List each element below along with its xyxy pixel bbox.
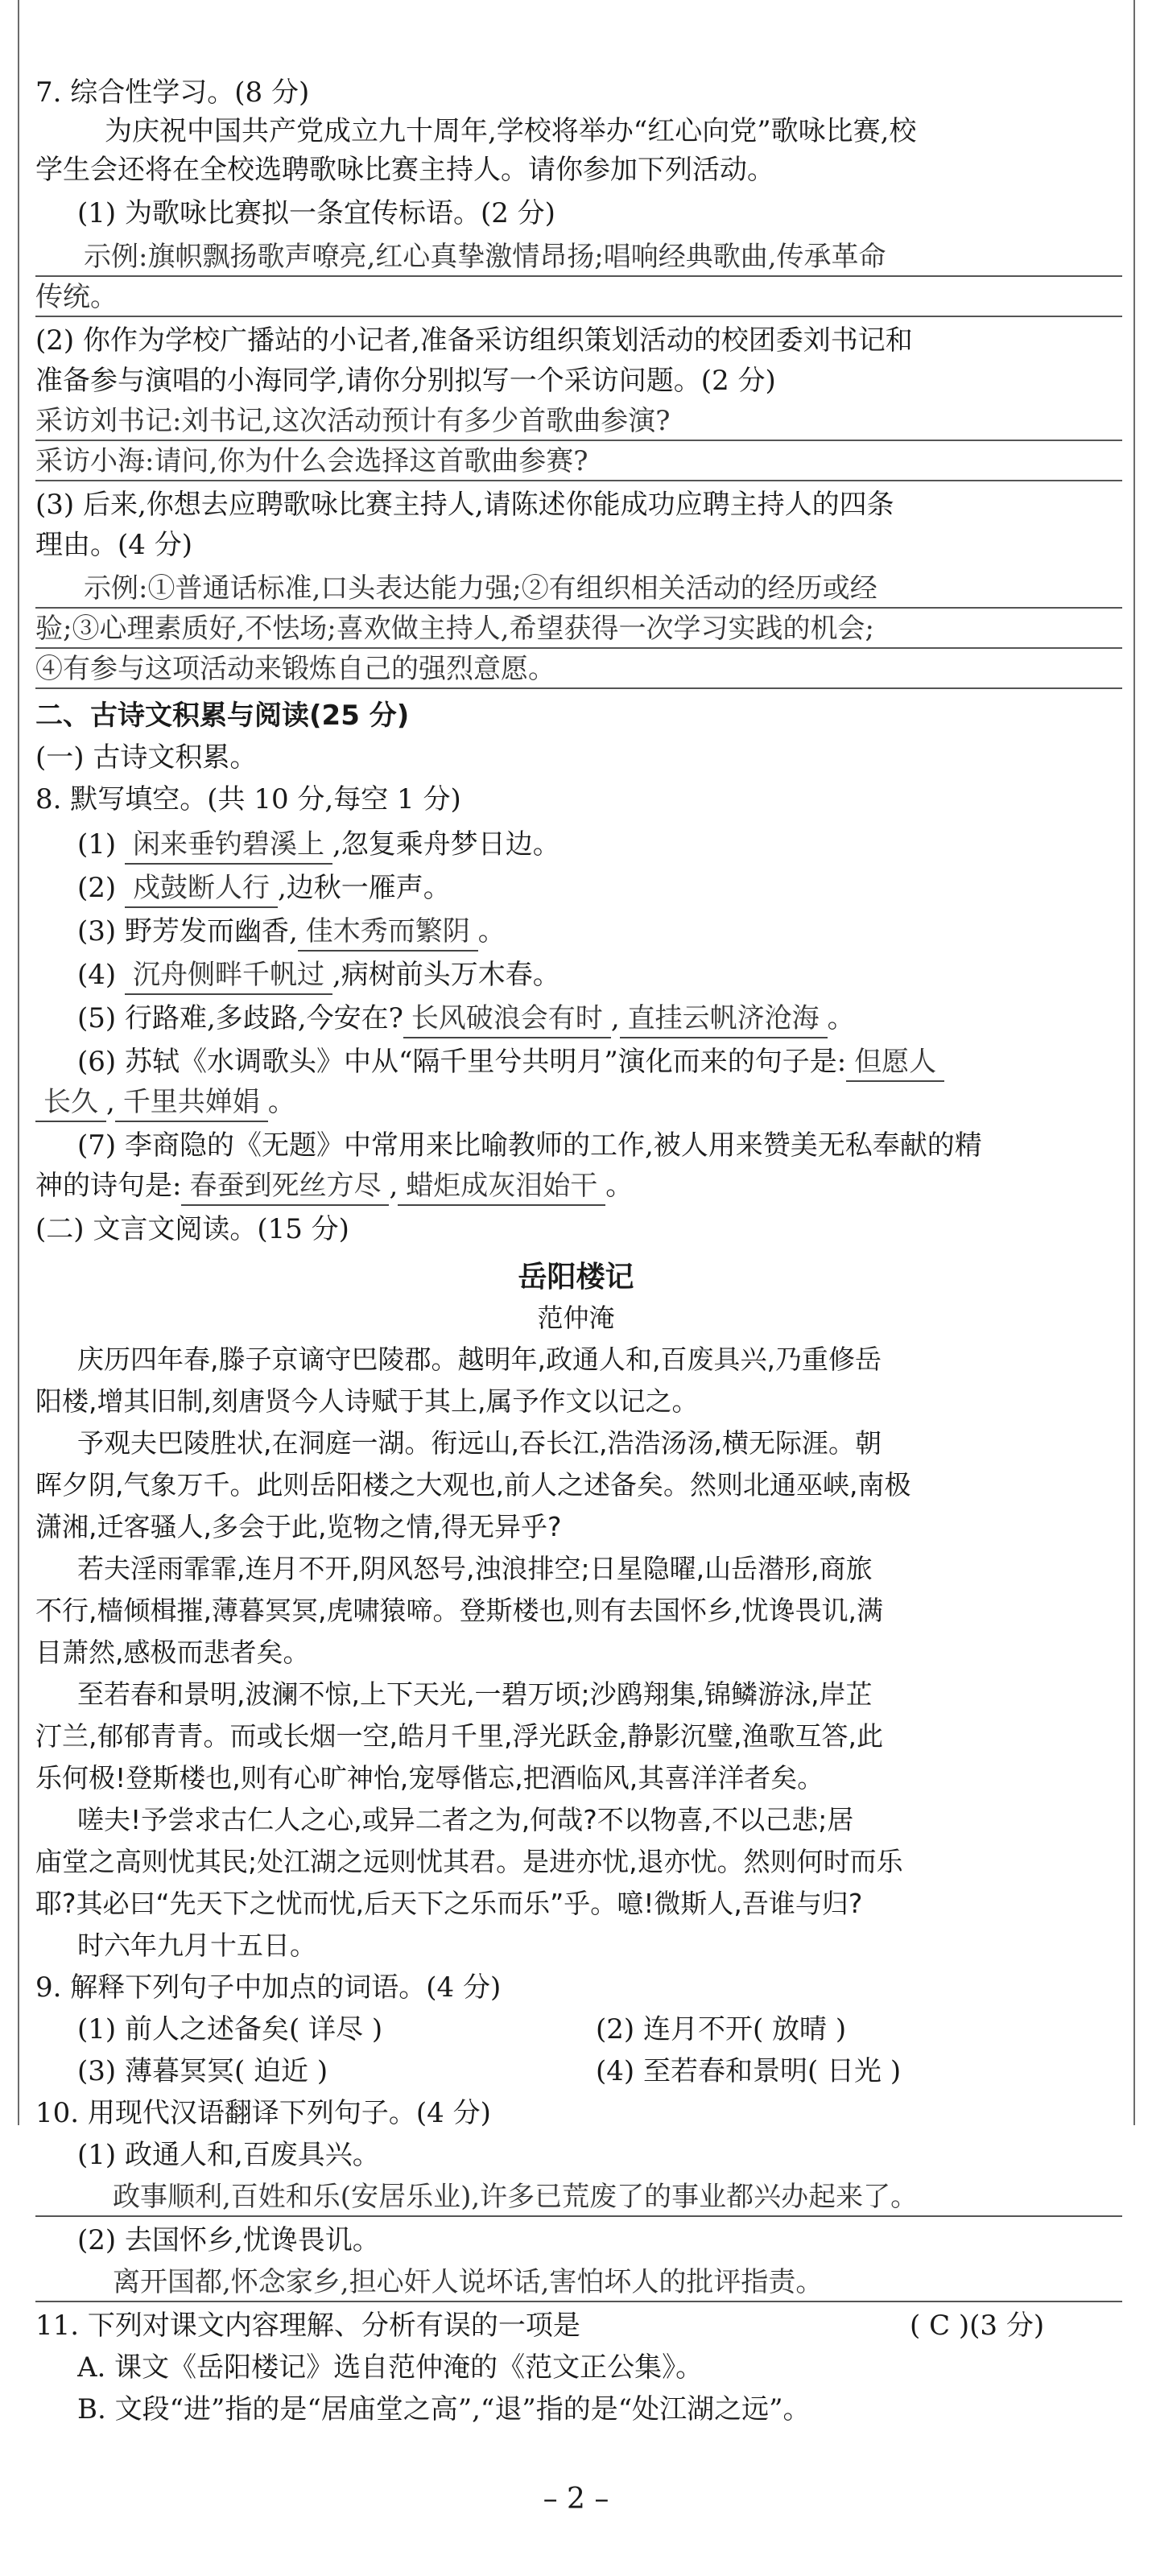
- q10-answer2: 离开国都,怀念家乡,担心奸人说坏话,害怕坏人的批评指责。: [35, 2264, 1122, 2302]
- q7-part2-prompt-line2: 准备参与演唱的小海同学,请你分别拟写一个采访问题。(2 分): [35, 365, 776, 397]
- q8-fill2-answer[interactable]: 戍鼓断人行: [125, 869, 278, 908]
- passage-line: 予观夫巴陵胜状,在洞庭一湖。衔远山,吞长江,浩浩汤汤,横无际涯。朝: [77, 1427, 882, 1459]
- passage-line: 时六年九月十五日。: [77, 1930, 316, 1961]
- q8-fill7-answer1[interactable]: 春蚕到死丝方尽: [181, 1167, 389, 1206]
- q7-part2-prompt-line1: (2) 你作为学校广播站的小记者,准备采访组织策划活动的校团委刘书记和: [35, 324, 913, 357]
- q8-fill1-answer[interactable]: 闲来垂钓碧溪上: [125, 826, 332, 865]
- q8-fill3: (3) 野芳发而幽香, 佳木秀而繁阴 。: [77, 913, 1122, 952]
- passage-line: 不行,樯倾楫摧,薄暮冥冥,虎啸猿啼。登斯楼也,则有去国怀乡,忧谗畏讥,满: [35, 1595, 883, 1626]
- q8-fill7-line1: (7) 李商隐的《无题》中常用来比喻教师的工作,被人用来赞美无私奉献的精: [77, 1129, 982, 1162]
- q9-item4: (4) 至若春和景明( 日光 ): [596, 2055, 902, 2087]
- passage-line: 耶?其必曰“先天下之忧而忧,后天下之乐而乐”乎。噫!微斯人,吾谁与归?: [35, 1888, 863, 1919]
- q7-part1-prompt: (1) 为歌咏比赛拟一条宜传标语。(2 分): [77, 197, 555, 229]
- page-number: – 2 –: [543, 2483, 609, 2516]
- q7-part3-answer-line2: 验;③心理素质好,不怯场;喜欢做主持人,希望获得一次学习实践的机会;: [35, 610, 1122, 649]
- q7-part3-prompt-line1: (3) 后来,你想去应聘歌咏比赛主持人,请陈述你能成功应聘主持人的四条: [35, 489, 894, 521]
- q9-item3: (3) 薄暮冥冥( 迫近 ): [77, 2055, 328, 2087]
- passage-title: 岳阳楼记: [518, 1261, 634, 1294]
- section2-sub2: (二) 文言文阅读。(15 分): [35, 1213, 349, 1245]
- q7-part2-answer-line2: 采访小海:请问,你为什么会选择这首歌曲参赛?: [35, 443, 1122, 481]
- passage-line: 潇湘,迁客骚人,多会于此,览物之情,得无异乎?: [35, 1511, 562, 1542]
- q7-part3-answer-line1: 示例:①普通话标准,口头表达能力强;②有组织相关活动的经历或经: [35, 570, 1122, 609]
- q7-part1-answer-line1: 示例:旗帜飘扬歌声嘹亮,红心真挚激情昂扬;唱响经典歌曲,传承革命: [35, 238, 1122, 277]
- q7-part3-prompt-line2: 理由。(4 分): [35, 529, 192, 561]
- q8-fill5: (5) 行路难,多歧路,今安在? 长风破浪会有时 , 直挂云帆济沧海 。: [77, 1000, 1122, 1038]
- q9-item2: (2) 连月不开( 放晴 ): [596, 2013, 847, 2046]
- section2-sub1: (一) 古诗文积累。: [35, 741, 258, 774]
- q8-fill7-answer2[interactable]: 蜡炬成灰泪始干: [398, 1167, 605, 1206]
- q11-answer: ( C )(3 分): [910, 2310, 1045, 2342]
- q8-fill3-answer[interactable]: 佳木秀而繁阴: [298, 913, 478, 952]
- q8-fill6-answer1[interactable]: 但愿人: [846, 1043, 944, 1082]
- q7-intro-line1: 为庆祝中国共产党成立九十周年,学校将举办“红心向党”歌咏比赛,校: [105, 115, 917, 147]
- passage-line: 目萧然,感极而悲者矣。: [35, 1637, 310, 1668]
- q8-fill4: (4) 沉舟侧畔千帆过 ,病树前头万木春。: [77, 956, 1122, 995]
- left-margin-rule: [18, 0, 19, 2125]
- q10-sentence2: (2) 去国怀乡,忧谗畏讥。: [77, 2224, 380, 2256]
- passage-line: 汀兰,郁郁青青。而或长烟一空,皓月千里,浮光跃金,静影沉璧,渔歌互答,此: [35, 1720, 883, 1752]
- q8-fill6-line1: (6) 苏轼《水调歌头》中从“隔千里兮共明月”演化而来的句子是: 但愿人: [77, 1043, 1122, 1082]
- q9-title: 9. 解释下列句子中加点的词语。(4 分): [35, 1971, 502, 2004]
- q8-title: 8. 默写填空。(共 10 分,每空 1 分): [35, 783, 461, 815]
- passage-line: 嗟夫!予尝求古仁人之心,或异二者之为,何哉?不以物喜,不以己悲;居: [77, 1804, 854, 1835]
- q8-fill4-answer[interactable]: 沉舟侧畔千帆过: [125, 956, 332, 995]
- q7-part1-answer-line2: 传统。: [35, 279, 1122, 317]
- passage-line: 庆历四年春,滕子京谪守巴陵郡。越明年,政通人和,百废具兴,乃重修岳: [77, 1344, 882, 1375]
- passage-line: 晖夕阴,气象万千。此则岳阳楼之大观也,前人之述备矣。然则北通巫峡,南极: [35, 1469, 911, 1501]
- q11-option-b: B. 文段“进”指的是“居庙堂之高”,“退”指的是“处江湖之远”。: [77, 2393, 811, 2425]
- q8-fill5-answer2[interactable]: 直挂云帆济沧海: [620, 1000, 828, 1038]
- q8-fill5-answer1[interactable]: 长风破浪会有时: [403, 1000, 611, 1038]
- q7-title: 7. 综合性学习。(8 分): [35, 76, 310, 109]
- passage-line: 庙堂之高则忧其民;处江湖之远则忧其君。是进亦忧,退亦忧。然则何时而乐: [35, 1846, 903, 1877]
- q9-item1: (1) 前人之述备矣( 详尽 ): [77, 2013, 383, 2046]
- passage-line: 乐何极!登斯楼也,则有心旷神怡,宠辱偕忘,把酒临风,其喜洋洋者矣。: [35, 1762, 824, 1794]
- q8-fill1: (1) 闲来垂钓碧溪上 ,忽复乘舟梦日边。: [77, 826, 1122, 865]
- q7-part2-answer-line1: 采访刘书记:刘书记,这次活动预计有多少首歌曲参演?: [35, 402, 1122, 441]
- q10-title: 10. 用现代汉语翻译下列句子。(4 分): [35, 2097, 491, 2129]
- q8-fill6-answer3[interactable]: 千里共婵娟: [115, 1084, 268, 1122]
- passage-author: 范仲淹: [537, 1302, 615, 1333]
- passage-line: 阳楼,增其旧制,刻唐贤今人诗赋于其上,属予作文以记之。: [35, 1385, 699, 1417]
- q8-fill6-line2: 长久 , 千里共婵娟 。: [35, 1084, 1122, 1122]
- section2-title: 二、古诗文积累与阅读(25 分): [35, 700, 410, 732]
- passage-line: 至若春和景明,波澜不惊,上下天光,一碧万顷;沙鸥翔集,锦鳞游泳,岸芷: [77, 1678, 873, 1710]
- q11-option-a: A. 课文《岳阳楼记》选自范仲淹的《范文正公集》。: [77, 2351, 704, 2384]
- right-margin-rule: [1133, 0, 1135, 2125]
- q11-title: 11. 下列对课文内容理解、分析有误的一项是: [35, 2310, 580, 2342]
- q7-intro-line2: 学生会还将在全校选聘歌咏比赛主持人。请你参加下列活动。: [35, 154, 774, 186]
- q10-sentence1: (1) 政通人和,百废具兴。: [77, 2139, 380, 2171]
- passage-line: 若夫淫雨霏霏,连月不开,阴风怒号,浊浪排空;日星隐曜,山岳潜形,商旅: [77, 1553, 873, 1584]
- q8-fill7-line2: 神的诗句是: 春蚕到死丝方尽 , 蜡炬成灰泪始干 。: [35, 1167, 1122, 1206]
- q10-answer1: 政事顺利,百姓和乐(安居乐业),许多已荒废了的事业都兴办起来了。: [35, 2178, 1122, 2217]
- q7-part3-answer-line3: ④有参与这项活动来锻炼自己的强烈意愿。: [35, 650, 1122, 689]
- q8-fill6-answer2[interactable]: 长久: [35, 1084, 106, 1122]
- q8-fill2: (2) 戍鼓断人行 ,边秋一雁声。: [77, 869, 1122, 908]
